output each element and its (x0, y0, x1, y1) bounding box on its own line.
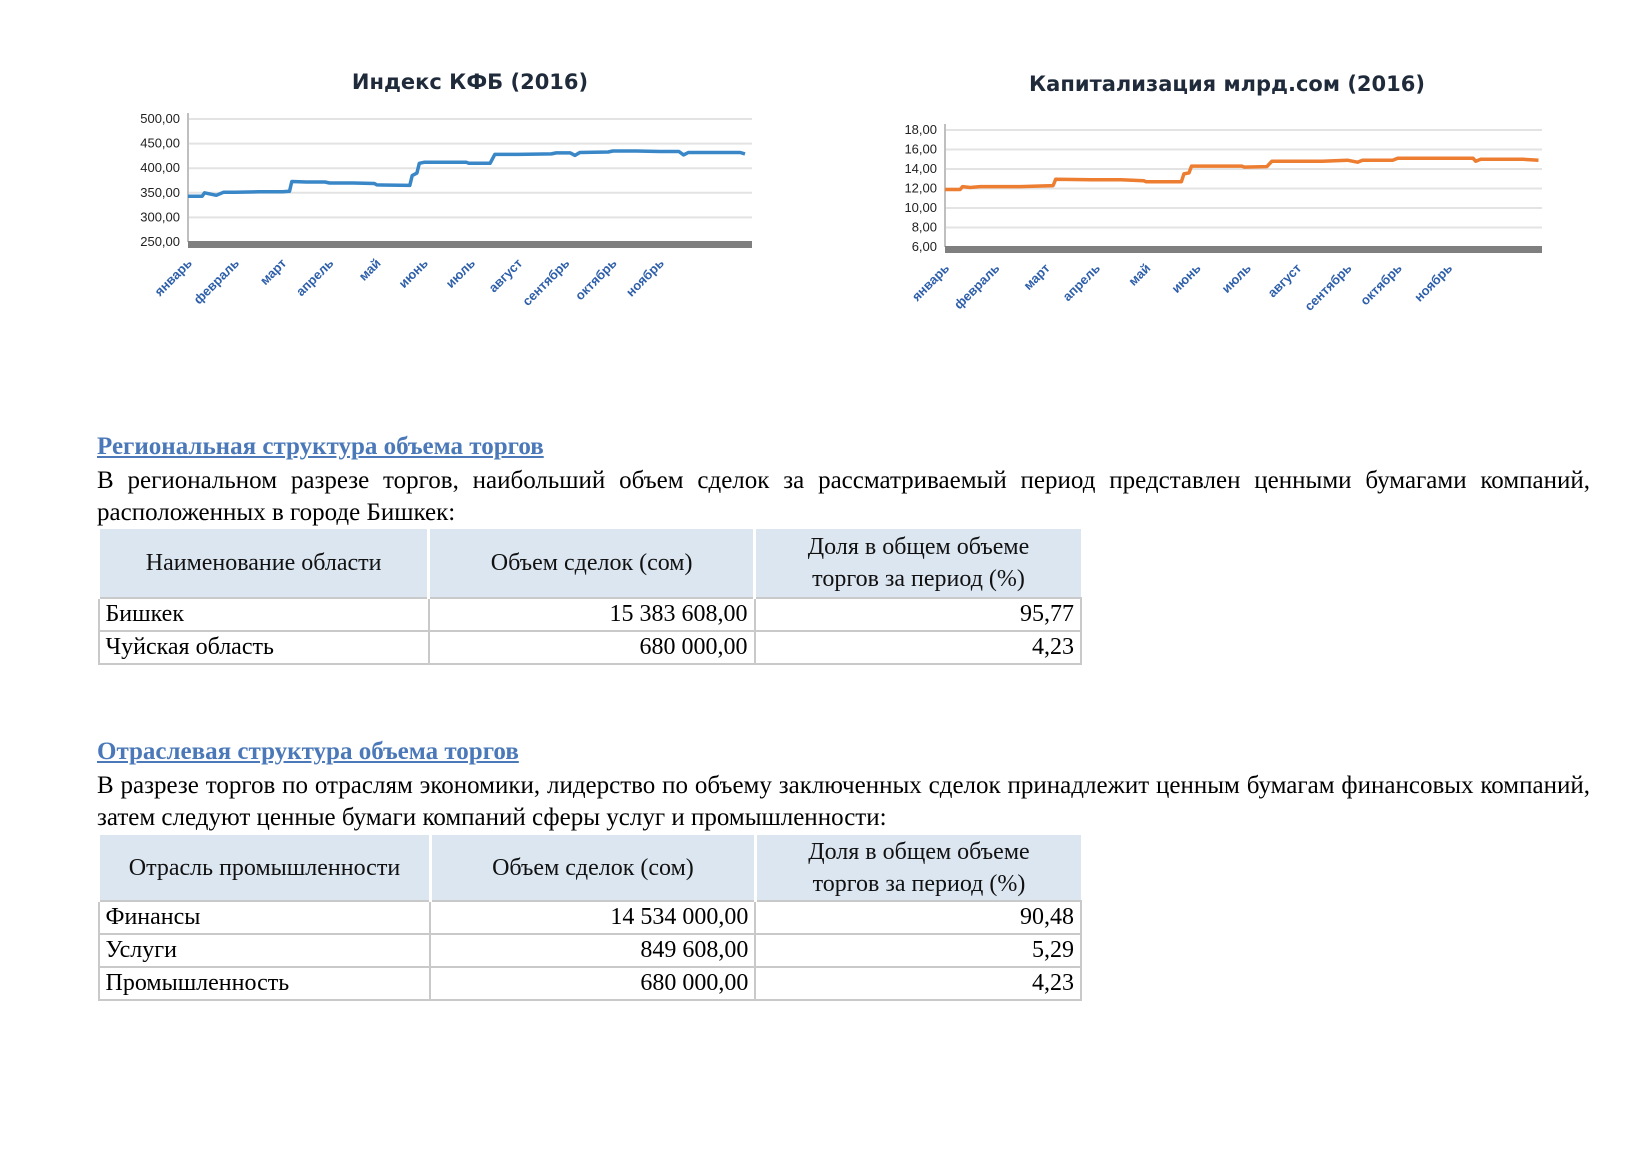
kfb-series-line (188, 151, 745, 196)
kfb-month-label: октябрь (572, 255, 620, 304)
cap-month-label: октябрь (1357, 260, 1405, 309)
region-share: 95,77 (755, 598, 1081, 631)
sector-heading: Отраслевая структура объема торгов (97, 738, 519, 765)
table-row (99, 598, 1082, 631)
regional-paragraph: В региональном разрезе торгов, наибольший объем сделок за рассматриваемый период представлен ценными бумагами компаний, расположенных в городе Бишкек: (97, 467, 1590, 526)
cap-series-line (945, 158, 1539, 189)
cap-month-label: январь (908, 260, 953, 304)
sector-col-volume: Объем сделок (сом) (430, 835, 755, 901)
cap-y-tick-label: 16,00 (904, 141, 937, 157)
sector-name: Услуги (99, 934, 431, 967)
cap-month-label: февраль (950, 260, 1003, 313)
table-row (99, 934, 1082, 967)
sector-table (97, 835, 1082, 1001)
cap-x-axis (945, 246, 1542, 253)
region-name: Чуйская область (99, 631, 429, 664)
sector-table-header (99, 835, 1082, 901)
cap-month-label: ноябрь (1411, 260, 1456, 305)
cap-month-label: июнь (1168, 260, 1204, 296)
capitalization-chart-svg (890, 55, 1590, 345)
sector-share: 5,29 (755, 934, 1081, 967)
sector-share: 4,23 (755, 967, 1081, 1000)
kfb-month-label: август (485, 255, 526, 296)
sector-col-industry: Отрасль промышленности (99, 835, 431, 901)
regional-col-share-line2: торгов за период (%) (812, 566, 1025, 592)
sector-col-share (755, 835, 1081, 901)
sector-volume: 680 000,00 (430, 967, 755, 1000)
regional-col-region: Наименование области (99, 529, 429, 598)
kfb-chart-title: Индекс КФБ (2016) (351, 70, 589, 94)
kfb-month-label: ноябрь (622, 255, 667, 300)
kfb-x-axis (188, 241, 752, 248)
table-row (99, 967, 1082, 1000)
kfb-y-tick-label: 350,00 (140, 184, 180, 200)
kfb-month-label: март (256, 255, 290, 288)
regional-table (97, 529, 1082, 665)
cap-y-tick-label: 8,00 (911, 219, 937, 235)
capitalization-chart (890, 55, 1590, 345)
region-volume: 680 000,00 (429, 631, 755, 664)
kfb-y-tick-label: 500,00 (140, 111, 180, 126)
cap-y-tick-label: 10,00 (904, 200, 937, 215)
sector-paragraph: В разрезе торгов по отраслям экономики, лидерство по объему заключенных сделок принадлежит ценным бумагам финансовых компаний, затем следуют ценные бумаги компаний сферы услуг и промышленности: (97, 772, 1590, 831)
kfb-y-tick-label: 450,00 (140, 135, 180, 151)
kfb-month-label: июнь (395, 255, 431, 291)
kfb-month-label: февраль (190, 255, 243, 308)
table-row (99, 631, 1082, 664)
table-row (99, 901, 1082, 934)
kfb-month-label: сентябрь (519, 255, 573, 309)
sector-volume: 14 534 000,00 (430, 901, 755, 934)
cap-month-label: март (1020, 260, 1053, 293)
kfb-y-tick-label: 300,00 (140, 209, 180, 225)
kfb-month-label: май (355, 255, 384, 284)
region-name: Бишкек (99, 598, 429, 631)
kfb-index-chart-svg (120, 55, 820, 345)
region-share: 4,23 (755, 631, 1081, 664)
region-volume: 15 383 608,00 (429, 598, 755, 631)
cap-y-tick-label: 6,00 (911, 239, 937, 254)
cap-y-tick-label: 12,00 (904, 180, 937, 196)
sector-name: Промышленность (99, 967, 431, 1000)
cap-month-label: сентябрь (1301, 260, 1355, 314)
kfb-y-tick-label: 400,00 (140, 160, 180, 176)
regional-heading: Региональная структура объема торгов (97, 433, 544, 460)
kfb-index-chart (120, 55, 820, 345)
sector-volume: 849 608,00 (430, 934, 755, 967)
cap-month-label: август (1264, 260, 1305, 301)
kfb-month-label: июль (442, 255, 479, 291)
cap-chart-title: Капитализация млрд.сом (2016) (1029, 72, 1425, 96)
regional-col-share-line1: Доля в общем объеме (807, 534, 1030, 560)
regional-table-header (99, 529, 1082, 598)
regional-col-volume: Объем сделок (сом) (429, 529, 755, 598)
cap-month-label: май (1125, 260, 1154, 289)
kfb-y-tick-label: 250,00 (140, 234, 180, 249)
cap-y-tick-label: 18,00 (904, 122, 937, 137)
regional-col-share (755, 529, 1081, 598)
sector-col-share-line1: Доля в общем объеме (808, 838, 1030, 865)
cap-month-label: апрель (1059, 260, 1104, 305)
kfb-month-label: апрель (292, 255, 337, 300)
cap-y-tick-label: 14,00 (904, 161, 937, 176)
sector-col-share-line2: торгов за период (%) (812, 870, 1026, 897)
sector-name: Финансы (99, 901, 431, 934)
sector-share: 90,48 (755, 901, 1081, 934)
cap-month-label: июль (1218, 260, 1254, 296)
kfb-month-label: январь (151, 255, 195, 299)
